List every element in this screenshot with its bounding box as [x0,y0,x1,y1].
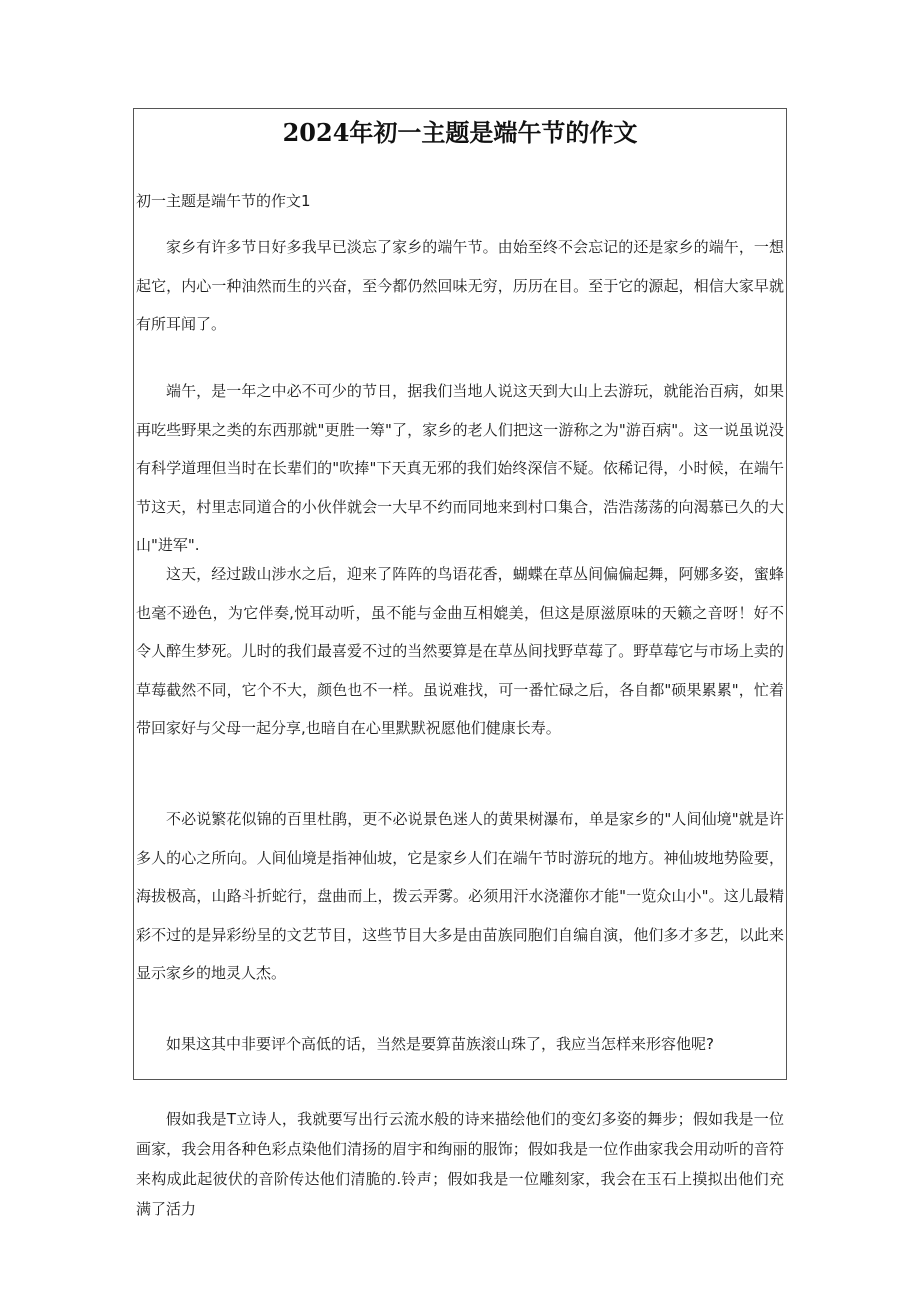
document-title: 2024年初一主题是端午节的作文 [282,118,638,147]
paragraph-3: 这天，经过跋山涉水之后，迎来了阵阵的鸟语花香，蝴蝶在草丛间偏偏起舞，阿娜多姿，蜜蜂也毫不逊色，为它伴奏,悦耳动听，虽不能与金曲互相媲美，但这是原滋原味的天籁之音呀！好不令人醉生梦死。儿时的我们最喜爱不过的当然要算是在草丛间找野草莓了。野草莓它与市场上卖的草莓截然不同，它个不大，颜色也不一样。虽说难找，可一番忙碌之后，各自都"硕果累累"，忙着带回家好与父母一起分享,也暗自在心里默默祝愿他们健康长寿。 [136,565,784,737]
paragraph-1: 家乡有许多节日好多我早已淡忘了家乡的端午节。由始至终不会忘记的还是家乡的端午，一想起它，内心一种油然而生的兴奋，至今都仍然回味无穷，历历在目。至于它的源起，相信大家早就有所耳闻了。 [136,238,784,333]
paragraph-2: 端午，是一年之中必不可少的节日，据我们当地人说这天到大山上去游玩，就能治百病，如果再吃些野果之类的东西那就"更胜一筹"了，家乡的老人们把这一游称之为"游百病"。这一说虽说没有科学道理但当时在长辈们的"吹捧"下天真无邪的我们始终深信不疑。依稀记得，小时候，在端午节这天，村里志同道合的小伙伴就会一大早不约而同地来到村口集合，浩浩荡荡的向渴慕已久的大山"进军". [136,382,784,554]
paragraph-5: 如果这其中非要评个高低的话，当然是要算苗族滚山珠了，我应当怎样来形容他呢? [166,1035,714,1053]
continuation-paragraph: 假如我是T立诗人，我就要写出行云流水般的诗来描绘他们的变幻多姿的舞步；假如我是一位画家，我会用各种色彩点染他们清扬的眉宇和绚丽的服饰；假如我是一位作曲家我会用动听的音符来构成此起彼伏的音阶传达他们清脆的.铃声；假如我是一位雕刻家，我会在玉石上摸拟出他们充满了活力 [136,1110,784,1218]
essay-subtitle: 初一主题是端午节的作文1 [136,192,311,210]
paragraph-4: 不必说繁花似锦的百里杜鹃，更不必说景色迷人的黄果树瀑布，单是家乡的"人间仙境"就是许多人的心之所向。人间仙境是指神仙坡，它是家乡人们在端午节时游玩的地方。神仙坡地势险要，海拔极高，山路斗折蛇行，盘曲而上，拨云弄雾。必须用汗水浇灌你才能"一览众山小"。这儿最精彩不过的是异彩纷呈的文艺节目，这些节目大多是由苗族同胞们自编自演，他们多才多艺，以此来显示家乡的地灵人杰。 [136,810,784,982]
